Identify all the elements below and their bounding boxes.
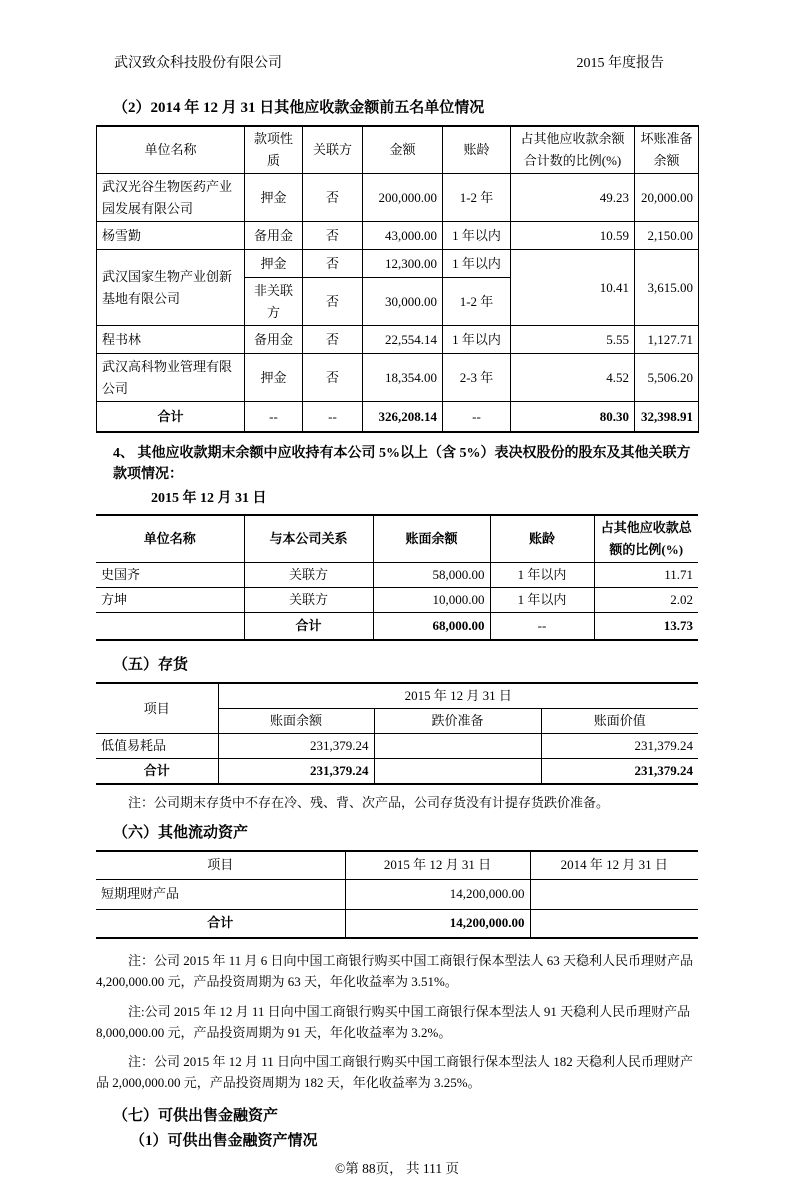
wealth-product-note-1: 注：公司 2015 年 11 月 6 日向中国工商银行购买中国工商银行保本型法人 63 天稳利人民币理财产品 4,200,000.00 元，产品投资周期为 63 天，年化收益率为 3.51%。 (96, 953, 694, 989)
cell-amount: 43,000.00 (363, 222, 443, 250)
cell-age: -- (490, 613, 594, 640)
cell-related: -- (303, 402, 363, 432)
header-provision: 跌价准备 (374, 709, 541, 734)
cell-bad-debt: 3,615.00 (635, 250, 699, 326)
cell-age: -- (443, 402, 511, 432)
cell-related: 否 (303, 250, 363, 278)
running-header (96, 52, 698, 72)
cell-amount: 200,000.00 (363, 174, 443, 222)
cell-ratio: 4.52 (511, 354, 635, 402)
wealth-product-note-3: 注：公司 2015 年 12 月 11 日向中国工商银行购买中国工商银行保本型法人 182 天稳利人民币理财产品 2,000,000.00 元，产品投资周期为 182 天，年化收益率为 3.25%。 (96, 1054, 694, 1091)
table-row (96, 588, 698, 613)
cell-2015: 14,200,000.00 (345, 909, 530, 938)
inventory-note: 注：公司期末存货中不存在冷、残、背、次产品，公司存货没有计提存货跌价准备。 (128, 795, 610, 811)
inventory-table (96, 682, 698, 785)
cell-related: 否 (303, 174, 363, 222)
table-header-row (96, 683, 698, 709)
cell-unit-name: 程书林 (97, 326, 245, 354)
cell-balance: 58,000.00 (373, 563, 490, 588)
table-row (97, 326, 699, 354)
header-related: 关联方 (303, 126, 363, 174)
header-age: 账龄 (490, 515, 594, 563)
section6-title: （六）其他流动资产 (113, 824, 249, 841)
cell-ratio: 10.59 (511, 222, 635, 250)
cell-ratio: 80.30 (511, 402, 635, 432)
header-date-span: 2015 年 12 月 31 日 (218, 683, 698, 709)
header-item: 项目 (96, 851, 345, 879)
cell-ratio: 10.41 (511, 250, 635, 326)
cell-2014 (530, 879, 698, 909)
table-row (96, 563, 698, 588)
table-header-row (97, 126, 699, 174)
table-total-row (96, 909, 698, 938)
section4-title: 4、 其他应收款期末余额中应收持有本公司 5%以上（含 5%）表决权股份的股东及其他关联方款项情况： (113, 445, 691, 482)
cell-ratio: 13.73 (594, 613, 698, 640)
cell-unit-name: 方坤 (96, 588, 244, 613)
header-unit-name: 单位名称 (96, 515, 244, 563)
section2-title: （2）2014 年 12 月 31 日其他应收款金额前五名单位情况 (113, 100, 485, 116)
cell-book-value: 231,379.24 (541, 759, 698, 785)
header-2015: 2015 年 12 月 31 日 (345, 851, 530, 879)
top5-other-receivables-table (96, 125, 699, 433)
header-unit-name: 单位名称 (97, 126, 245, 174)
cell-related: 否 (303, 278, 363, 326)
header-item: 项目 (96, 683, 218, 734)
header-book-value: 账面价值 (541, 709, 698, 734)
other-current-assets-table (96, 850, 698, 939)
cell-unit-name: 杨雪勤 (97, 222, 245, 250)
cell-item: 短期理财产品 (96, 879, 345, 909)
cell-total-label: 合计 (96, 909, 345, 938)
cell-amount: 30,000.00 (363, 278, 443, 326)
cell-relation: 关联方 (244, 588, 373, 613)
cell-book-balance: 231,379.24 (218, 759, 374, 785)
table-row (96, 734, 698, 759)
table-row (97, 174, 699, 222)
header-relation: 与本公司关系 (244, 515, 373, 563)
cell-related: 否 (303, 326, 363, 354)
header-balance: 账面余额 (373, 515, 490, 563)
cell-unit-name: 武汉国家生物产业创新基地有限公司 (97, 250, 245, 326)
cell-empty (96, 613, 244, 640)
cell-ratio: 11.71 (594, 563, 698, 588)
table-row (96, 879, 698, 909)
cell-age: 1-2 年 (443, 174, 511, 222)
header-amount: 金额 (363, 126, 443, 174)
cell-nature: 押金 (245, 174, 303, 222)
cell-total-label: 合计 (96, 759, 218, 785)
cell-nature: -- (245, 402, 303, 432)
table-header-row (96, 851, 698, 879)
table-header-row (96, 515, 698, 563)
report-title: 2015 年度报告 (576, 56, 664, 71)
cell-ratio: 49.23 (511, 174, 635, 222)
cell-total-label: 合计 (97, 402, 245, 432)
header-bad-debt: 坏账准备余额 (635, 126, 699, 174)
page-number: ©第 88页， 共 111 页 (334, 1161, 459, 1177)
cell-related: 否 (303, 354, 363, 402)
cell-bad-debt: 32,398.91 (635, 402, 699, 432)
wealth-product-note-2: 注:公司 2015 年 12 月 11 日向中国工商银行购买中国工商银行保本型法人 91 天稳利人民币理财产品 8,000,000.00 元，产品投资周期为 91 天，年化收益率为 3.2%。 (96, 1003, 691, 1040)
cell-bad-debt: 20,000.00 (635, 174, 699, 222)
cell-bad-debt: 2,150.00 (635, 222, 699, 250)
cell-nature: 押金 (245, 354, 303, 402)
cell-book-balance: 231,379.24 (218, 734, 374, 759)
cell-balance: 68,000.00 (373, 613, 490, 640)
cell-bad-debt: 1,127.71 (635, 326, 699, 354)
section7-subtitle: （1）可供出售金融资产情况 (130, 1133, 318, 1150)
table-total-row (96, 613, 698, 640)
cell-balance: 10,000.00 (373, 588, 490, 613)
cell-item: 低值易耗品 (96, 734, 218, 759)
company-name: 武汉致众科技股份有限公司 (114, 56, 282, 71)
cell-amount: 22,554.14 (363, 326, 443, 354)
cell-total-label: 合计 (244, 613, 373, 640)
cell-book-value: 231,379.24 (541, 734, 698, 759)
related-party-receivables-table (96, 514, 698, 641)
header-age: 账龄 (443, 126, 511, 174)
cell-related: 否 (303, 222, 363, 250)
cell-nature: 押金 (245, 250, 303, 278)
cell-age: 1 年以内 (443, 326, 511, 354)
section5-title: （五）存货 (113, 656, 189, 673)
cell-ratio: 5.55 (511, 326, 635, 354)
cell-age: 2-3 年 (443, 354, 511, 402)
cell-provision (374, 759, 541, 785)
cell-age: 1 年以内 (443, 250, 511, 278)
table-total-row (97, 402, 699, 432)
header-ratio: 占其他应收款余额合计数的比例(%) (511, 126, 635, 174)
header-2014: 2014 年 12 月 31 日 (530, 851, 698, 879)
cell-bad-debt: 5,506.20 (635, 354, 699, 402)
cell-2015: 14,200,000.00 (345, 879, 530, 909)
table-row (97, 354, 699, 402)
cell-age: 1 年以内 (490, 563, 594, 588)
cell-nature: 非关联方 (245, 278, 303, 326)
table-total-row (96, 759, 698, 785)
cell-age: 1 年以内 (490, 588, 594, 613)
cell-age: 1 年以内 (443, 222, 511, 250)
header-ratio: 占其他应收款总额的比例(%) (594, 515, 698, 563)
cell-nature: 备用金 (245, 326, 303, 354)
header-nature: 款项性质 (245, 126, 303, 174)
cell-nature: 备用金 (245, 222, 303, 250)
cell-amount: 12,300.00 (363, 250, 443, 278)
cell-age: 1-2 年 (443, 278, 511, 326)
cell-provision (374, 734, 541, 759)
header-book-balance: 账面余额 (218, 709, 374, 734)
section7-title: （七）可供出售金融资产 (113, 1107, 279, 1124)
table-row-merged-top (97, 250, 699, 278)
cell-2014 (530, 909, 698, 938)
cell-unit-name: 武汉高科物业管理有限公司 (97, 354, 245, 402)
cell-amount: 18,354.00 (363, 354, 443, 402)
cell-relation: 关联方 (244, 563, 373, 588)
cell-ratio: 2.02 (594, 588, 698, 613)
table-row (97, 222, 699, 250)
cell-unit-name: 武汉光谷生物医药产业园发展有限公司 (97, 174, 245, 222)
section4-date: 2015 年 12 月 31 日 (151, 490, 267, 506)
cell-amount: 326,208.14 (363, 402, 443, 432)
cell-unit-name: 史国齐 (96, 563, 244, 588)
